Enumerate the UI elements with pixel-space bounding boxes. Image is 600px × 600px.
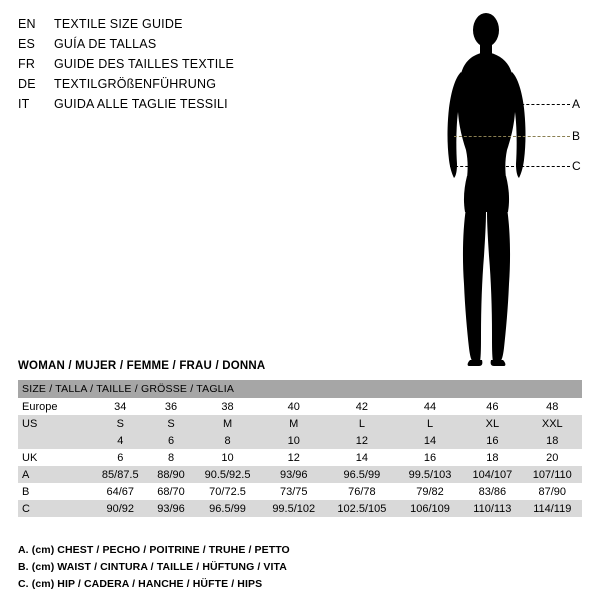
measure-line-a xyxy=(450,104,570,105)
footnote-waist: B. (cm) WAIST / CINTURA / TAILLE / HÜFTUNG / VITA xyxy=(18,561,287,573)
language-row xyxy=(18,54,348,74)
cell: 93/96 xyxy=(149,500,194,517)
table-row xyxy=(18,398,582,415)
cell: 46 xyxy=(462,398,522,415)
language-row xyxy=(18,94,348,114)
language-row xyxy=(18,74,348,94)
language-title: TEXTILE SIZE GUIDE xyxy=(54,17,183,31)
table-row xyxy=(18,432,582,449)
cell: 99.5/103 xyxy=(398,466,462,483)
cell: 40 xyxy=(262,398,326,415)
cell: 6 xyxy=(92,449,149,466)
cell: S xyxy=(149,415,194,432)
cell: 114/119 xyxy=(523,500,582,517)
language-row xyxy=(18,14,348,34)
cell: 99.5/102 xyxy=(262,500,326,517)
cell: 14 xyxy=(326,449,398,466)
row-label: A xyxy=(18,466,92,483)
language-code: ES xyxy=(18,37,36,51)
cell: 106/109 xyxy=(398,500,462,517)
cell: 8 xyxy=(149,449,194,466)
cell: 85/87.5 xyxy=(92,466,149,483)
row-label: UK xyxy=(18,449,92,466)
table-header-label: SIZE / TALLA / TAILLE / GRÖSSE / TAGLIA xyxy=(18,380,582,398)
table-row xyxy=(18,466,582,483)
cell: 10 xyxy=(262,432,326,449)
cell: 102.5/105 xyxy=(326,500,398,517)
cell: 110/113 xyxy=(462,500,522,517)
footnote-list xyxy=(18,542,498,593)
cell: 4 xyxy=(92,432,149,449)
cell: 70/72.5 xyxy=(193,483,261,500)
cell: 104/107 xyxy=(462,466,522,483)
cell: 6 xyxy=(149,432,194,449)
cell: 73/75 xyxy=(262,483,326,500)
measure-line-c xyxy=(450,166,570,167)
language-title: GUIDE DES TAILLES TEXTILE xyxy=(54,57,235,71)
language-code: EN xyxy=(18,17,36,31)
cell: S xyxy=(92,415,149,432)
row-label: C xyxy=(18,500,92,517)
cell: 8 xyxy=(193,432,261,449)
row-label: US xyxy=(18,415,92,432)
row-label: Europe xyxy=(18,398,92,415)
cell: 34 xyxy=(92,398,149,415)
table-row xyxy=(18,500,582,517)
cell: 76/78 xyxy=(326,483,398,500)
language-title-list xyxy=(18,14,348,114)
cell: XL xyxy=(462,415,522,432)
cell: 96.5/99 xyxy=(193,500,261,517)
cell: 20 xyxy=(523,449,582,466)
measure-line-b xyxy=(454,136,570,137)
language-title: GUIDA ALLE TAGLIE TESSILI xyxy=(54,97,228,111)
language-title: TEXTILGRÖßENFÜHRUNG xyxy=(54,77,217,91)
cell: 90/92 xyxy=(92,500,149,517)
cell: 12 xyxy=(326,432,398,449)
cell: 18 xyxy=(462,449,522,466)
size-table xyxy=(18,380,582,517)
cell: 42 xyxy=(326,398,398,415)
section-caption: WOMAN / MUJER / FEMME / FRAU / DONNA xyxy=(18,360,266,372)
silhouette-icon xyxy=(420,8,590,378)
cell: L xyxy=(398,415,462,432)
measure-label-a: A xyxy=(572,97,581,111)
cell: 44 xyxy=(398,398,462,415)
cell: M xyxy=(262,415,326,432)
cell: 68/70 xyxy=(149,483,194,500)
cell: M xyxy=(193,415,261,432)
table-row xyxy=(18,449,582,466)
female-silhouette-figure xyxy=(420,8,590,378)
table-header-row xyxy=(18,380,582,398)
language-code: FR xyxy=(18,57,36,71)
cell: 88/90 xyxy=(149,466,194,483)
cell: 64/67 xyxy=(92,483,149,500)
cell: 16 xyxy=(462,432,522,449)
row-label: B xyxy=(18,483,92,500)
table-row xyxy=(18,483,582,500)
cell: L xyxy=(326,415,398,432)
language-title: GUÍA DE TALLAS xyxy=(54,37,157,51)
language-code: DE xyxy=(18,77,36,91)
footnote-hip: C. (cm) HIP / CADERA / HANCHE / HÜFTE / HIPS xyxy=(18,578,263,590)
language-row xyxy=(18,34,348,54)
cell: 83/86 xyxy=(462,483,522,500)
cell: 18 xyxy=(523,432,582,449)
table-row xyxy=(18,415,582,432)
cell: 96.5/99 xyxy=(326,466,398,483)
language-code: IT xyxy=(18,97,30,111)
cell: 79/82 xyxy=(398,483,462,500)
cell: 38 xyxy=(193,398,261,415)
cell: 87/90 xyxy=(523,483,582,500)
cell: 12 xyxy=(262,449,326,466)
cell: 36 xyxy=(149,398,194,415)
cell: 16 xyxy=(398,449,462,466)
row-label xyxy=(18,432,92,449)
cell: 14 xyxy=(398,432,462,449)
measure-label-b: B xyxy=(572,129,581,143)
cell: XXL xyxy=(523,415,582,432)
cell: 48 xyxy=(523,398,582,415)
measure-label-c: C xyxy=(572,159,581,173)
cell: 10 xyxy=(193,449,261,466)
footnote-chest: A. (cm) CHEST / PECHO / POITRINE / TRUHE / PETTO xyxy=(18,544,290,556)
cell: 107/110 xyxy=(523,466,582,483)
cell: 93/96 xyxy=(262,466,326,483)
cell: 90.5/92.5 xyxy=(193,466,261,483)
